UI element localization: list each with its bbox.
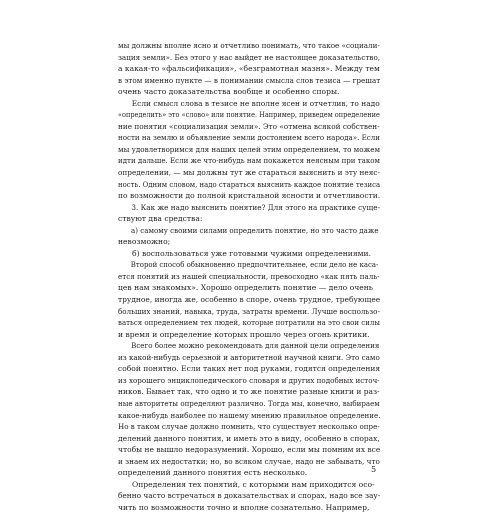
text-line: трудное, иногда же, особенно в споре, очень трудное, требующее — [118, 295, 381, 305]
page-number: 5 — [371, 464, 377, 474]
text-line: ников. Бывает так, что одно и то же понятие разные книги и раз- — [118, 387, 380, 397]
text-line: ваться определением тех людей, которые потратили на это свои силы — [118, 318, 380, 328]
text-line: чтобы не вышло недоразумений. Хорошо, если мы помним их все — [118, 445, 381, 455]
text-line: ствуют два средства: — [118, 214, 203, 224]
text-line: из хорошего энциклопедического словаря и других подобных источ- — [118, 375, 380, 385]
text-line: а какая-то «фальсификация», «безграмотная мазня». Между тем — [118, 64, 380, 74]
text-line: и знаем их недостатки; но, во всяком случае, надо не забывать, что — [118, 456, 380, 466]
text-line: мы должны вполне ясно и отчетливо понимать, что такое «социали- — [118, 41, 380, 50]
text-line: определении, — мы должны тут же стараться выяснить и эту неяс- — [118, 168, 380, 178]
text-line: а) самому своими силами определить понятие, но это часто даже — [131, 225, 379, 235]
text-line: бенно часто встречаться в доказательствах и спорах, надо все зау- — [118, 491, 381, 501]
text-line: зация земли». Без этого у нас выйдет не настоящее доказательство, — [118, 52, 381, 62]
text-line: 3. Как же надо выяснить понятие? Для этого на практике суще- — [131, 202, 380, 212]
text-line: по возможности до полной кристальной ясности и отчетливости. — [118, 191, 381, 201]
text-line: больших знаний, навыка, труда, затраты времени. Лучше воспользо- — [118, 306, 380, 316]
text-line: ние понятия «социализация земли». Это «отмена всякой собствен- — [118, 121, 380, 131]
text-line: «определить» это «слово» или понятие. Например, приведем определение — [118, 110, 380, 120]
text-line: делений данного понятия, и иметь это в виду, особенно в спорах, — [118, 433, 380, 443]
text-line: идти дальше. Если же что-нибудь нам покажется неясным при таком — [118, 156, 381, 166]
text-line: Определения тех понятий, с которыми нам приходится осо- — [132, 479, 375, 489]
text-line: Всего более можно рекомендовать для данной цели определения — [131, 341, 380, 351]
text-line: в этом именно пункте — в понимании смысла слов тезиса — грешат — [118, 75, 381, 85]
text-line: ность. Одним словом, надо стараться выяснить каждое понятие тезиса — [118, 179, 381, 189]
text-line: цев нам знакомых». Хорошо определить понятие — дело очень — [118, 283, 373, 293]
text-line: какое-нибудь наиболее по нашему мнению правильное определение. — [118, 410, 381, 420]
text-line: из какой-нибудь серьезной и авторитетной научной книги. Это само — [118, 352, 380, 362]
text-line: чить по возможности точно и вполне сознательно. Например, — [118, 502, 370, 512]
text-line: Второй способ обыкновенно предпочтительнее, если дело не каса- — [130, 260, 379, 270]
text-line: Но в таком случае должно помнить, что существует несколько опре- — [118, 422, 380, 432]
text-line: определений данного понятия есть несколько. — [118, 468, 308, 478]
text-line: мы удовлетворимся для наших целей этим определением, то можем — [118, 144, 381, 154]
text-line: собой понятно. Если таких нет под руками, годятся определения — [118, 364, 381, 374]
text-line: ные авторитеты определяют различно. Тогда мы, конечно, выбираем — [118, 398, 380, 408]
text-line: ности на землю и объявление земли достоянием всего народа». Если — [118, 133, 380, 143]
text-line: Если смысл слова в тезисе не вполне ясен и отчетлив, то надо — [131, 98, 380, 108]
body-text — [118, 40, 380, 513]
text-line: очень часто доказательства вообще и особенно споры. — [118, 87, 340, 97]
text-line: ется понятий из нашей специальности, превосходно «как пять паль- — [118, 271, 380, 281]
text-line: невозможно; — [118, 237, 171, 247]
text-line: и время и определение которых прошло через огонь критики. — [118, 329, 370, 339]
text-line: б) воспользоваться уже готовыми чужими определениями. — [132, 248, 372, 258]
